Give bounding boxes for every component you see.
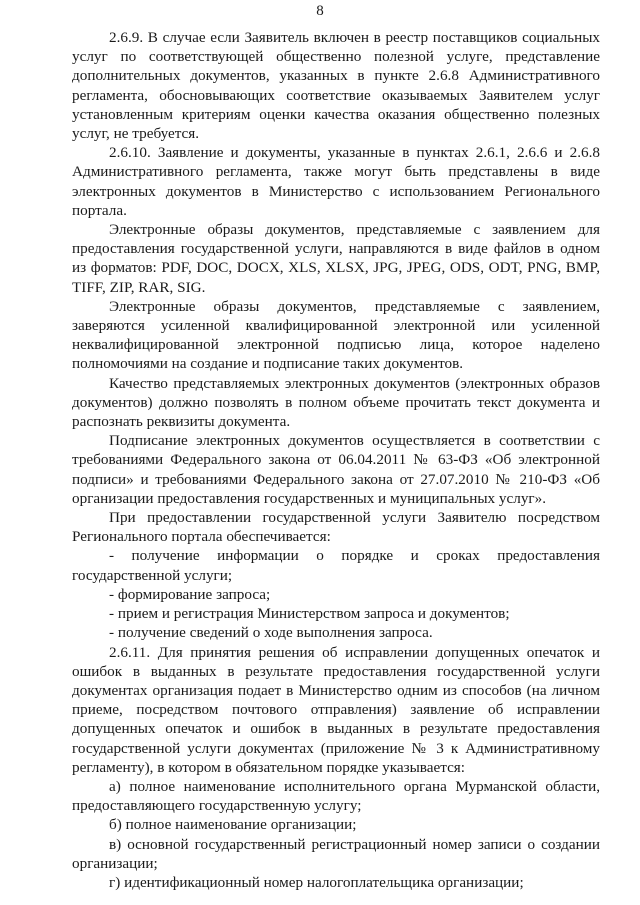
list-item: - прием и регистрация Министерством запроса и документов; bbox=[109, 605, 510, 623]
list-item: - формирование запроса; bbox=[109, 585, 271, 603]
list-item: - получение сведений о ходе выполнения запроса. bbox=[109, 624, 433, 642]
list-item: а) полное наименование исполнительного органа Мурманской области, предоставляющего государственную услугу; bbox=[72, 777, 600, 815]
list-item: в) основной государственный регистрационный номер записи о создании организации; bbox=[72, 835, 600, 872]
document-body bbox=[72, 28, 600, 892]
paragraph-2-6-11: 2.6.11. Для принятия решения об исправлении допущенных опечаток и ошибок в выданных в результате предоставления государственной услуги документах организация подает в Министерство одним из способов (на личном приеме, посредством почтового отправления) заявление об исправлении допущенных опечаток и ошибок в выданных в результате предоставления государственной услуги документах (приложение № 3 к Административному регламенту), в котором в обязательном порядке указывается: bbox=[72, 643, 600, 776]
list-item: - получение информации о порядке и сроках предоставления государственной услуги; bbox=[72, 547, 600, 584]
paragraph-document-quality: Качество представляемых электронных документов (электронных образов документов) должно позволять в полном объеме прочитать текст документа и распознать реквизиты документа. bbox=[72, 374, 600, 431]
paragraph-portal-provides: При предоставлении государственной услуги Заявителю посредством Регионального портала обеспечивается: bbox=[72, 509, 600, 546]
paragraph-2-6-10: 2.6.10. Заявление и документы, указанные в пунктах 2.6.1, 2.6.6 и 2.6.8 Административного регламента, также могут быть представлены в виде электронных документов в Министерство с использованием Регионального портала. bbox=[72, 144, 600, 219]
paragraph-electronic-formats: Электронные образы документов, представляемые с заявлением для предоставления государственной услуги, направляются в виде файлов в одном из форматов: PDF, DOC, DOCX, XLS, XLSX, JPG, JPEG, ODS, ODT, PNG, BMP, TIFF, ZIP, RAR, SIG. bbox=[72, 221, 600, 296]
paragraph-signing-law: Подписание электронных документов осуществляется в соответствии с требованиями Федерального закона от 06.04.2011 № 63-ФЗ «Об электронной подписи» и требованиями Федерального закона от 27.07.2010 № 210-ФЗ «Об организации предоставления государственных и муниципальных услуг». bbox=[72, 432, 600, 507]
paragraph-2-6-9: 2.6.9. В случае если Заявитель включен в реестр поставщиков социальных услуг по соответствующей общественно полезной услуге, представление дополнительных документов, указанных в пункте 2.6.8 Административного регламента, обосновывающих соответствие оказываемых Заявителем услуг установленным критериям оценки качества оказания общественно полезных услуг, не требуется. bbox=[72, 29, 600, 143]
page-number: 8 bbox=[316, 3, 324, 19]
list-item: б) полное наименование организации; bbox=[109, 816, 357, 834]
list-item: г) идентификационный номер налогоплательщика организации; bbox=[109, 873, 524, 891]
paragraph-electronic-signature: Электронные образы документов, представляемые с заявлением, заверяются усиленной квалифицированной электронной или усиленной неквалифицированной электронной подписью лица, которое наделено полномочиями на создание и подписание таких документов. bbox=[72, 297, 600, 373]
